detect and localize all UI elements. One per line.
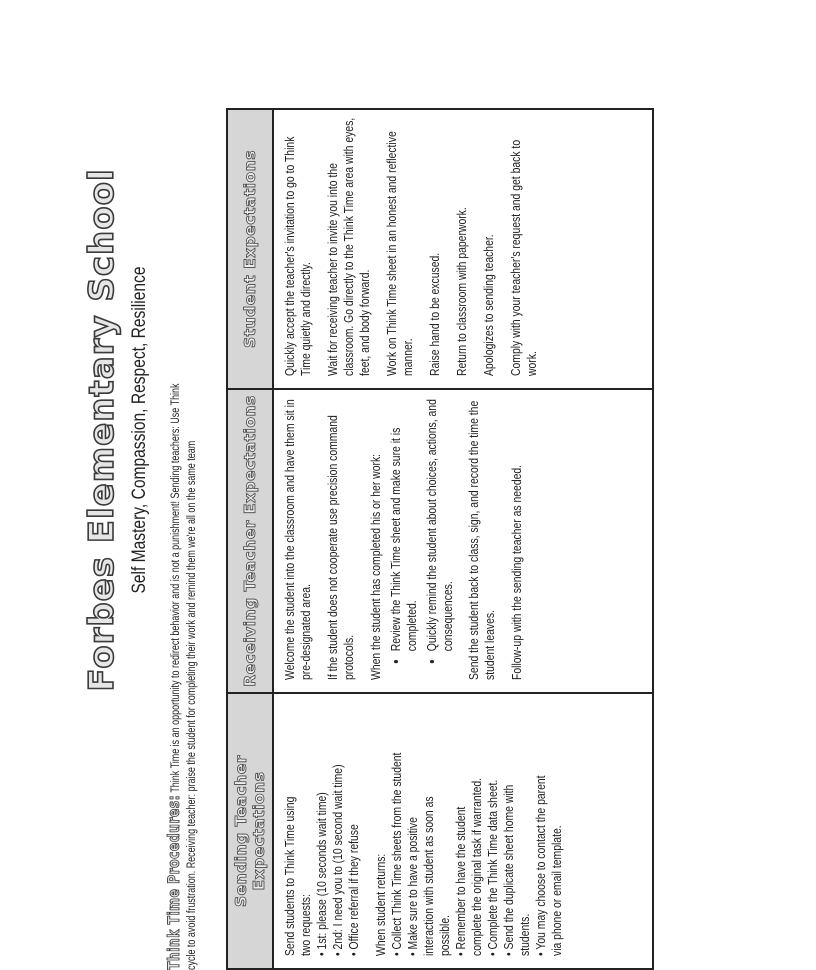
- sending-teacher-cell: [273, 693, 653, 969]
- receiving-bullet-remind: • Quickly remind the student about choices, actions, and consequences.: [424, 396, 456, 651]
- student-comply: Comply with your teacher's request and get back to work.: [508, 139, 539, 376]
- procedures-label: Think Time Procedures:: [164, 795, 183, 970]
- student-return: Return to classroom with paperwork.: [454, 207, 469, 376]
- header-student: Student Expectations: [227, 109, 273, 389]
- receiving-welcome: Welcome the student into the classroom and have them sit in pre-designated area.: [282, 399, 313, 680]
- receiving-bullets: [388, 396, 456, 680]
- school-values-subtitle: Self Mastery, Compassion, Respect, Resilience: [129, 266, 150, 594]
- intro-line-2: cycle to avoid frustration. Receiving teacher: praise the student for completing their work and remind them we're all on the same team: [186, 440, 198, 970]
- receiving-when-complete: When the student has completed his or her work:: [368, 453, 383, 680]
- sending-line: students.: [517, 913, 532, 956]
- sending-line: possible.: [437, 914, 452, 956]
- sending-line: • Complete the Think Time data sheet.: [485, 779, 500, 956]
- student-wait: Wait for receiving teacher to invite you into the classroom. Go directly to the Think Time area with eyes, feet, and body forward.: [325, 117, 372, 376]
- student-raise-hand: Raise hand to be excused.: [427, 252, 442, 376]
- sending-line: • 2nd: I need you to (10 second wait time): [330, 764, 345, 956]
- receiving-bullet-review: • Review the Think Time sheet and make sure it is completed.: [388, 396, 420, 651]
- sending-line: • Office referral if they refuse: [346, 824, 361, 956]
- expectations-table: [226, 108, 654, 970]
- intro-line-1: Think Time is an opportunity to redirect behavior and is not a punishment! Sending teachers: Use Think: [170, 383, 182, 793]
- sending-line: • Collect Think Time sheets from the student: [389, 752, 404, 956]
- sending-line: two requests:: [298, 894, 313, 956]
- sending-line: Send students to Think Time using: [282, 796, 297, 956]
- student-work: Work on Think Time sheet in an honest and reflective manner.: [384, 131, 415, 376]
- sending-line: • Make sure to have a positive: [405, 817, 420, 956]
- receiving-precision-command: If the student does not cooperate use precision command protocols.: [325, 415, 356, 680]
- sending-line: • Remember to have the student: [453, 806, 468, 956]
- sending-line: via phone or email template.: [549, 825, 564, 956]
- receiving-follow-up: Follow-up with the sending teacher as needed.: [509, 464, 524, 680]
- school-title: Forbes Elementary School: [82, 168, 122, 692]
- sending-line: • You may choose to contact the parent: [533, 775, 548, 956]
- sending-line: • Send the duplicate sheet home with: [501, 784, 516, 956]
- sending-line: complete the original task if warranted.: [469, 777, 484, 956]
- header-sending-teacher: Sending Teacher Expectations: [227, 693, 273, 969]
- student-apologize: Apologizes to sending teacher.: [481, 234, 496, 376]
- sending-line: • 1st: please (10 seconds wait time): [314, 792, 329, 956]
- student-accept: Quickly accept the teacher's invitation to go to Think Time quietly and directly.: [282, 136, 313, 376]
- sending-line: When student returns:: [373, 853, 388, 956]
- student-cell: [273, 109, 653, 389]
- receiving-send-back: Send the student back to class, sign, and record the time the student leaves.: [466, 400, 497, 680]
- header-receiving-teacher: Receiving Teacher Expectations: [227, 389, 273, 693]
- receiving-teacher-cell: [273, 389, 653, 693]
- rotated-document-page: [0, 117, 816, 970]
- sending-line: interaction with student as soon as: [421, 796, 436, 956]
- procedures-intro: [166, 182, 200, 970]
